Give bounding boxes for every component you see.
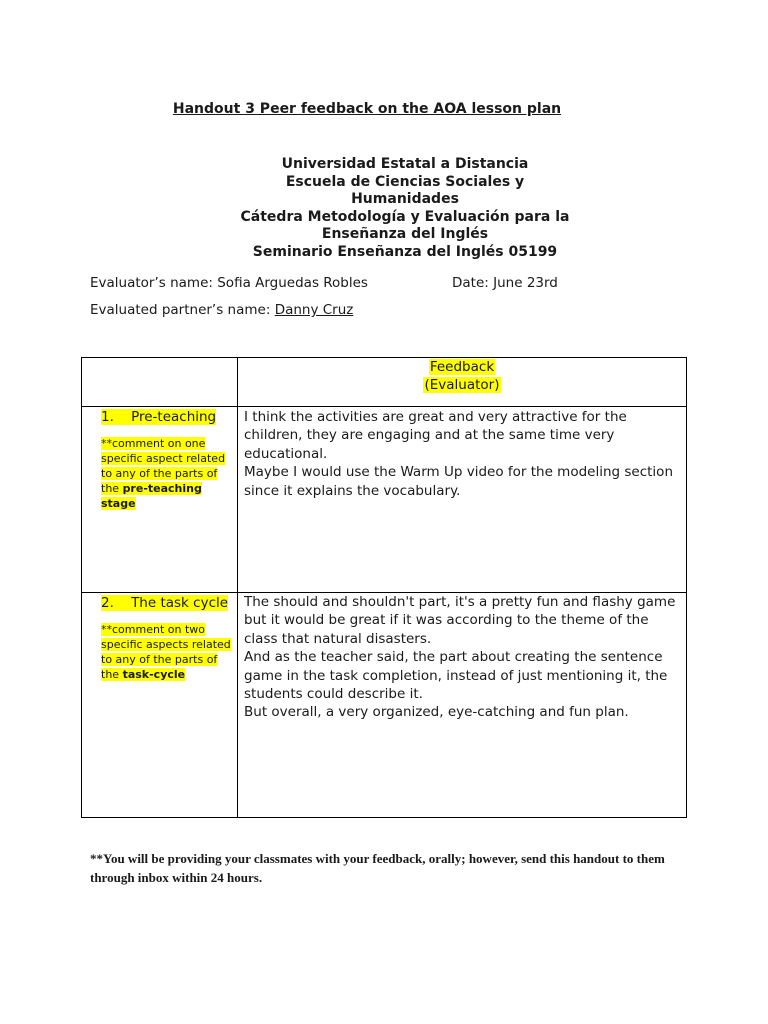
institution-header: [150, 156, 660, 261]
item-title: [101, 594, 233, 612]
partner-label: Evaluated partner’s name:: [90, 302, 271, 318]
item-number: 2.: [101, 595, 114, 611]
item-note-bold: pre-teaching stage: [101, 482, 202, 510]
feedback-paragraph: The should and shouldn't part, it's a pretty fun and flashy game but it would be great if it was according to the theme of the class that natural disasters.: [244, 594, 676, 647]
table-header-row: [82, 358, 686, 407]
item-note-text: **comment on two specific aspects related to any of the parts of the: [101, 623, 231, 681]
date-line: [452, 275, 558, 291]
item-number: 1.: [101, 409, 114, 425]
institution-line: Seminario Enseñanza del Inglés 05199: [252, 243, 558, 260]
evaluator-label: Evaluator’s name:: [90, 275, 213, 291]
footer-instruction: **You will be providing your classmates with your feedback, orally; however, send this handout to them through inbox within 24 hours.: [90, 851, 665, 885]
evaluator-line: [90, 275, 368, 291]
institution-line: Universidad Estatal a Distancia: [281, 156, 529, 172]
item-note-text: **comment on one specific aspect related to any of the parts of the: [101, 437, 226, 495]
page-title: Handout 3 Peer feedback on the AOA lesson plan: [172, 101, 562, 117]
feedback-paragraph: Maybe I would use the Warm Up video for the modeling section since it explains the vocabulary.: [244, 464, 673, 499]
partner-name: Danny Cruz: [274, 302, 354, 318]
institution-line: Escuela de Ciencias Sociales y: [285, 173, 525, 190]
feedback-cell: [244, 408, 682, 500]
feedback-paragraph: I think the activities are great and very attractive for the children, they are engaging and at the same time very educational.: [244, 409, 627, 462]
item-title: [101, 408, 233, 426]
institution-line: Humanidades: [351, 191, 459, 207]
evaluator-name: Sofia Arguedas Robles: [217, 275, 368, 291]
feedback-paragraph: And as the teacher said, the part about creating the sentence game in the task completion, instead of just mentioning it, the students could describe it.: [244, 649, 668, 703]
feedback-paragraph: But overall, a very organized, eye-catching and fun plan.: [244, 704, 629, 721]
feedback-cell: [244, 593, 682, 722]
feedback-table: [81, 357, 687, 818]
item-instruction: [101, 622, 233, 682]
institution-line: Enseñanza del Inglés: [321, 226, 489, 242]
table-row: [82, 593, 686, 817]
item-title-text: Pre-teaching: [131, 409, 217, 425]
item-title-text: The task cycle: [131, 595, 229, 611]
criteria-cell: [101, 407, 233, 511]
feedback-header-line1: Feedback: [429, 359, 495, 375]
table-row: [82, 407, 686, 593]
partner-line: [90, 302, 353, 318]
institution-line: Cátedra Metodología y Evaluación para la: [240, 208, 570, 225]
item-instruction: [101, 436, 233, 511]
feedback-header: [238, 358, 686, 394]
criteria-cell: [101, 593, 233, 682]
item-note-bold: task-cycle: [122, 668, 186, 681]
feedback-header-line2: (Evaluator): [424, 377, 500, 393]
date-label: Date:: [452, 275, 489, 291]
date-value: June 23rd: [493, 275, 558, 291]
